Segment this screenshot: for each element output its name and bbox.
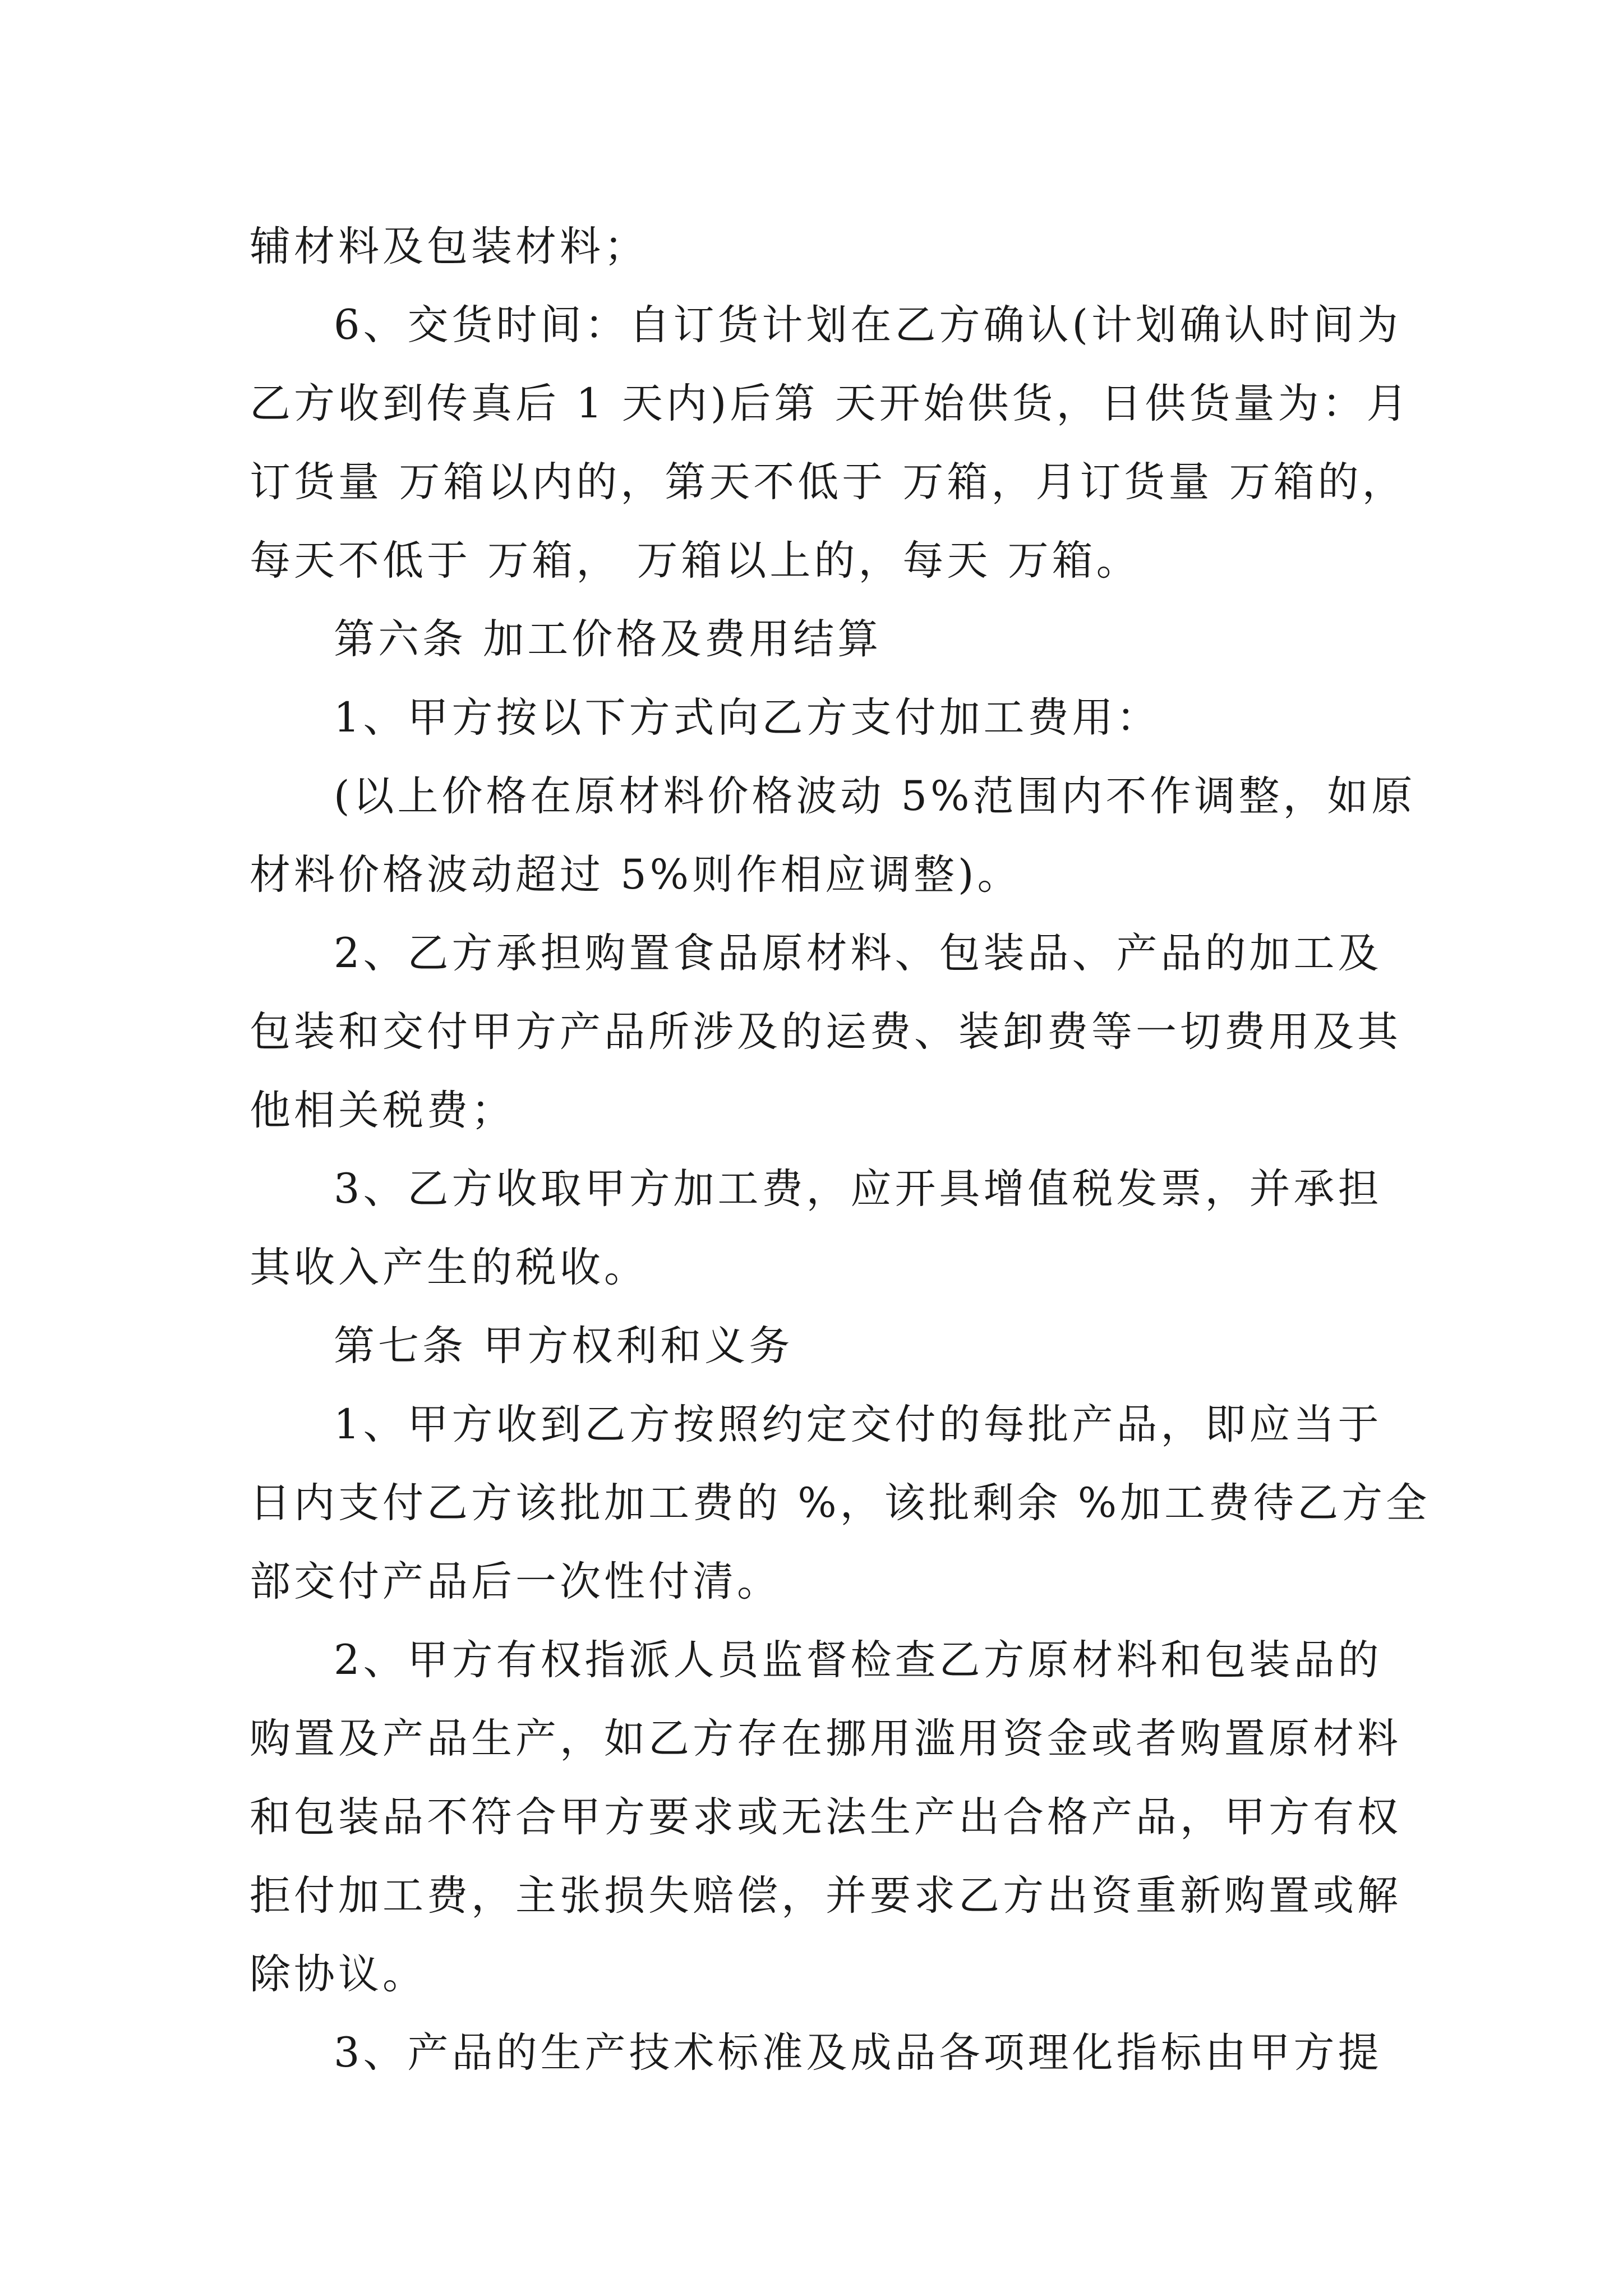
text-line: 他相关税费； — [250, 1087, 515, 1134]
text-line: 每天不低于 万箱， 万箱以上的，每天 万箱。 — [250, 537, 1141, 585]
text-line: 1、甲方按以下方式向乙方支付加工费用： — [334, 694, 1161, 742]
text-line: 2、甲方有权指派人员监督检查乙方原材料和包装品的 — [334, 1636, 1382, 1684]
text-line: 2、乙方承担购置食品原材料、包装品、产品的加工及 — [334, 930, 1382, 977]
text-line: 除协议。 — [250, 1950, 427, 1998]
text-line: 1、甲方收到乙方按照约定交付的每批产品，即应当于 — [334, 1401, 1382, 1448]
text-line: 和包装品不符合甲方要求或无法生产出合格产品，甲方有权 — [250, 1793, 1401, 1841]
text-line: 日内支付乙方该批加工费的 %，该批剩余 %加工费待乙方全 — [250, 1479, 1431, 1527]
text-line: 材料价格波动超过 5%则作相应调整)。 — [250, 851, 1022, 899]
section-heading: 第六条 加工价格及费用结算 — [334, 615, 882, 663]
text-line: (以上价格在原材料价格波动 5%范围内不作调整，如原 — [334, 772, 1416, 820]
text-line: 包装和交付甲方产品所涉及的运费、装卸费等一切费用及其 — [250, 1008, 1401, 1056]
text-line: 订货量 万箱以内的，第天不低于 万箱，月订货量 万箱的， — [250, 458, 1407, 506]
section-heading: 第七条 甲方权利和义务 — [334, 1322, 794, 1370]
text-line: 3、产品的生产技术标准及成品各项理化指标由甲方提 — [334, 2029, 1382, 2077]
text-line: 辅材料及包装材料； — [250, 223, 648, 270]
text-line: 其收入产生的税收。 — [250, 1244, 648, 1291]
text-line: 购置及产品生产，如乙方存在挪用滥用资金或者购置原材料 — [250, 1715, 1401, 1763]
text-line: 6、交货时间：自订货计划在乙方确认(计划确认时间为 — [334, 301, 1401, 349]
text-line: 部交付产品后一次性付清。 — [250, 1558, 781, 1605]
document-body — [250, 208, 1431, 2092]
text-line: 乙方收到传真后 1 天内)后第 天开始供货，日供货量为：月 — [250, 380, 1411, 427]
text-line: 3、乙方收取甲方加工费，应开具增值税发票，并承担 — [334, 1165, 1382, 1213]
text-line: 拒付加工费，主张损失赔偿，并要求乙方出资重新购置或解 — [250, 1872, 1401, 1920]
